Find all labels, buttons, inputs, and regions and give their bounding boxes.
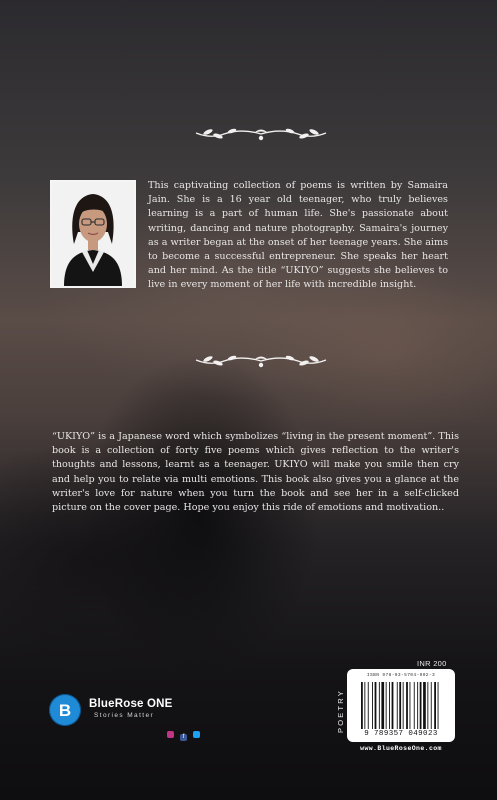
price-label: INR 200 <box>417 659 447 668</box>
genre-label: POETRY <box>336 689 345 733</box>
barcode-panel <box>347 669 455 742</box>
author-photo <box>50 180 136 288</box>
publisher-name: BlueRose ONE <box>89 698 173 710</box>
barcode-icon <box>361 682 441 729</box>
flourish-ornament-middle <box>188 351 334 371</box>
instagram-icon <box>167 731 174 738</box>
barcode-digits: 9 789357 049023 <box>364 730 438 738</box>
twitter-icon <box>193 731 200 738</box>
publisher-logo-letter: B <box>58 701 72 720</box>
publisher-logo-icon <box>49 694 81 726</box>
publisher-logo <box>49 694 209 740</box>
facebook-icon: f <box>180 734 187 741</box>
publisher-tagline: Stories Matter <box>94 712 155 719</box>
book-description: “UKIYO” is a Japanese word which symbolizes “living in the present moment”. This book is a collection of forty five poems which gives reflection to the writer's thoughts and lessons, learnt as a teenager. UKIYO will make you smile then cry and help you to relate via multi emotions. This book also gives you a glance at the writer's love for nature when you turn the book and see her in a self-clicked picture on the cover page. Hope you enjoy this ride of emotions and motivation.. <box>52 431 459 514</box>
isbn-text: ISBN 978-93-5704-902-3 <box>366 673 436 678</box>
author-bio: This captivating collection of poems is written by Samaira Jain. She is a 16 year old teenager, who truly believes learning is a part of human life. She's passionate about writing, dancing and nature photography. Samaira's journey as a writer began at the onset of her teenage years. She aims to become a successful entrepreneur. She speaks her heart and her mind. As the title “UKIYO” suggests she believes to live in every moment of her life with incredible insight. <box>148 180 448 291</box>
social-icons <box>167 723 201 740</box>
flourish-ornament-top <box>188 124 334 144</box>
publisher-website: www.BlueRoseOne.com <box>360 745 442 752</box>
